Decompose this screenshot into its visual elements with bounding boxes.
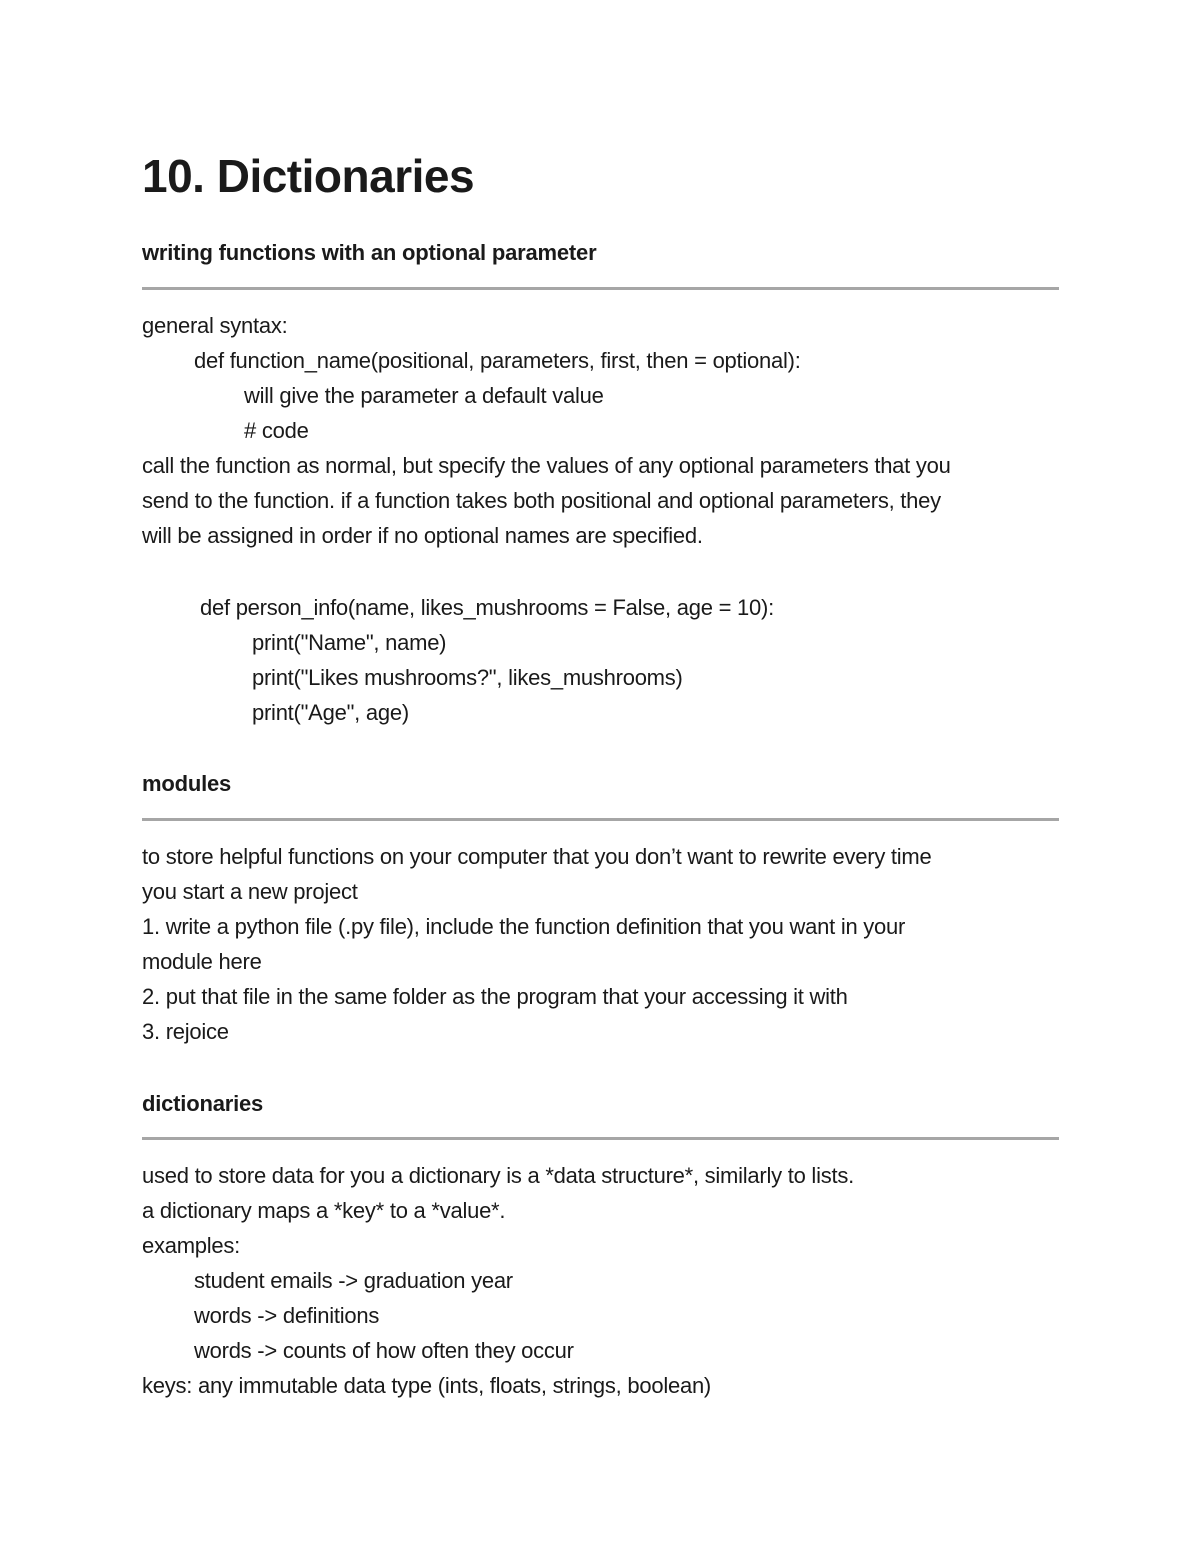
list-item: words -> counts of how often they occur bbox=[194, 1338, 574, 1363]
text-line: to store helpful functions on your computer that you don’t want to rewrite every time bbox=[142, 844, 932, 869]
text-line: keys: any immutable data type (ints, floats, strings, boolean) bbox=[142, 1373, 712, 1398]
code-line: # code bbox=[244, 418, 309, 443]
code-line: print("Likes mushrooms?", likes_mushrooms) bbox=[252, 665, 683, 690]
section-divider bbox=[142, 1137, 1059, 1140]
text-line: will be assigned in order if no optional names are specified. bbox=[142, 523, 703, 548]
section-heading-optional-parameter: writing functions with an optional parameter bbox=[142, 240, 597, 265]
code-line: print("Age", age) bbox=[252, 700, 409, 725]
code-line: will give the parameter a default value bbox=[244, 383, 604, 408]
text-line: general syntax: bbox=[142, 313, 288, 338]
list-item: words -> definitions bbox=[194, 1303, 380, 1328]
section-divider bbox=[142, 287, 1059, 290]
page-title: 10. Dictionaries bbox=[142, 150, 475, 202]
list-item: student emails -> graduation year bbox=[194, 1268, 513, 1293]
text-line: a dictionary maps a *key* to a *value*. bbox=[142, 1198, 506, 1223]
text-line: you start a new project bbox=[142, 879, 358, 904]
section-divider bbox=[142, 818, 1059, 821]
section-heading-dictionaries: dictionaries bbox=[142, 1091, 264, 1116]
list-item: 2. put that file in the same folder as the program that your accessing it with bbox=[142, 984, 848, 1009]
text-line: call the function as normal, but specify the values of any optional parameters that you bbox=[142, 453, 951, 478]
code-line: print("Name", name) bbox=[252, 630, 447, 655]
code-line: def function_name(positional, parameters, first, then = optional): bbox=[194, 348, 801, 373]
code-line: def person_info(name, likes_mushrooms = False, age = 10): bbox=[200, 595, 774, 620]
text-line: send to the function. if a function takes both positional and optional parameters, they bbox=[142, 488, 941, 513]
list-item: 1. write a python file (.py file), include the function definition that you want in your bbox=[142, 914, 906, 939]
list-item: 3. rejoice bbox=[142, 1019, 229, 1044]
text-line: examples: bbox=[142, 1233, 241, 1258]
section-heading-modules: modules bbox=[142, 771, 232, 796]
text-line: module here bbox=[142, 949, 262, 974]
text-line: used to store data for you a dictionary is a *data structure*, similarly to lists. bbox=[142, 1163, 854, 1188]
